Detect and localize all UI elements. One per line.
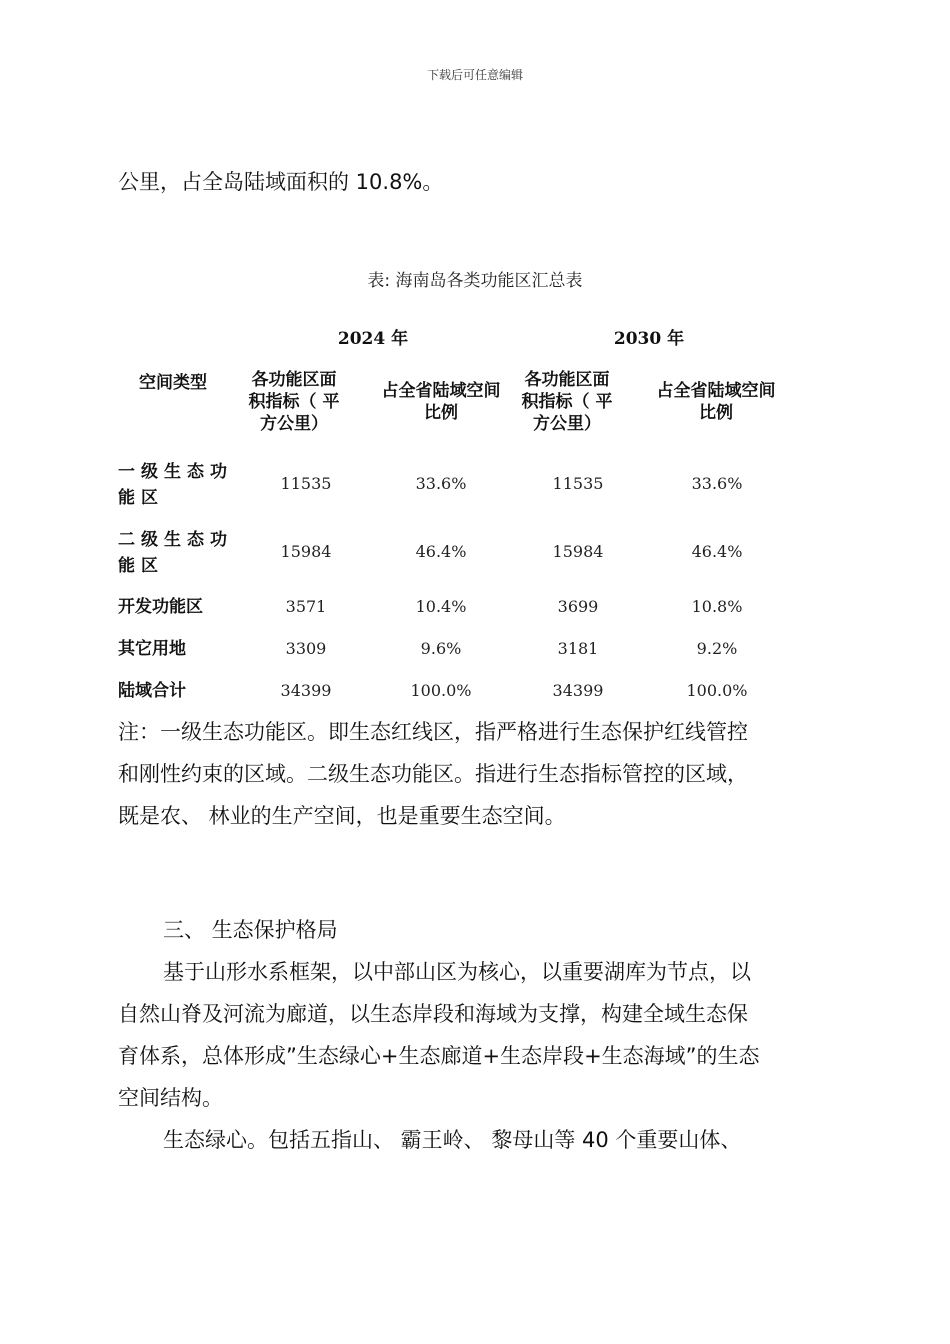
area-2024-cell: 3571 [285, 597, 327, 616]
area-2030-cell: 3699 [557, 597, 599, 616]
ratio-2030-cell: 46.4% [691, 542, 743, 561]
body-line: 自然山脊及河流为廊道，以生态岸段和海域为支撑，构建全域生态保 [118, 1002, 748, 1026]
area-2024-header: 各功能区面积指标（ 平方公里） [248, 370, 340, 434]
ratio-2030-cell: 9.2% [696, 639, 738, 658]
ratio-2024-cell: 100.0% [410, 681, 472, 700]
area-2030-cell: 3181 [557, 639, 599, 658]
section-heading: 三、 生态保护格局 [163, 918, 338, 942]
row-label: 二级生态功能区 [118, 530, 233, 576]
ratio-2030-cell: 100.0% [686, 681, 748, 700]
ratio-2024-header: 占全省陆域空间比例 [381, 381, 501, 423]
area-2030-cell: 34399 [552, 681, 604, 700]
area-2030-cell: 15984 [552, 542, 604, 561]
area-2024-cell: 11535 [280, 474, 332, 493]
ratio-2024-cell: 33.6% [415, 474, 467, 493]
year-2030-header: 2030 年 [613, 329, 685, 349]
ratio-2030-cell: 10.8% [691, 597, 743, 616]
ratio-2024-cell: 10.4% [415, 597, 467, 616]
area-2030-cell: 11535 [552, 474, 604, 493]
row-label: 其它用地 [118, 639, 186, 659]
table-caption: 表: 海南岛各类功能区汇总表 [367, 271, 583, 291]
row-label: 陆域合计 [118, 681, 186, 701]
intro-line: 公里，占全岛陆域面积的 10.8%。 [118, 170, 444, 194]
row-label: 开发功能区 [118, 597, 203, 617]
body-line: 育体系，总体形成”生态绿心+生态廊道+生态岸段+生态海域”的生态 [118, 1044, 760, 1068]
note-line: 既是农、 林业的生产空间，也是重要生态空间。 [118, 804, 566, 828]
body-line: 空间结构。 [118, 1086, 223, 1110]
row-label: 一级生态功能区 [118, 462, 233, 508]
body-line: 生态绿心。包括五指山、 霸王岭、 黎母山等 40 个重要山体、 [163, 1128, 742, 1152]
note-line: 和刚性约束的区域。二级生态功能区。指进行生态指标管控的区域， [118, 762, 748, 786]
area-2024-cell: 34399 [280, 681, 332, 700]
area-2024-cell: 3309 [285, 639, 327, 658]
area-2030-header: 各功能区面积指标（ 平方公里） [521, 370, 613, 434]
ratio-2030-cell: 33.6% [691, 474, 743, 493]
space-type-header: 空间类型 [139, 373, 207, 393]
ratio-2030-header: 占全省陆域空间比例 [656, 381, 776, 423]
year-2024-header: 2024 年 [337, 329, 409, 349]
body-line: 基于山形水系框架，以中部山区为核心，以重要湖库为节点，以 [163, 960, 751, 984]
note-line: 注：一级生态功能区。即生态红线区，指严格进行生态保护红线管控 [118, 720, 748, 744]
ratio-2024-cell: 9.6% [420, 639, 462, 658]
ratio-2024-cell: 46.4% [415, 542, 467, 561]
area-2024-cell: 15984 [280, 542, 332, 561]
page-header: 下载后可任意编辑 [426, 68, 523, 82]
